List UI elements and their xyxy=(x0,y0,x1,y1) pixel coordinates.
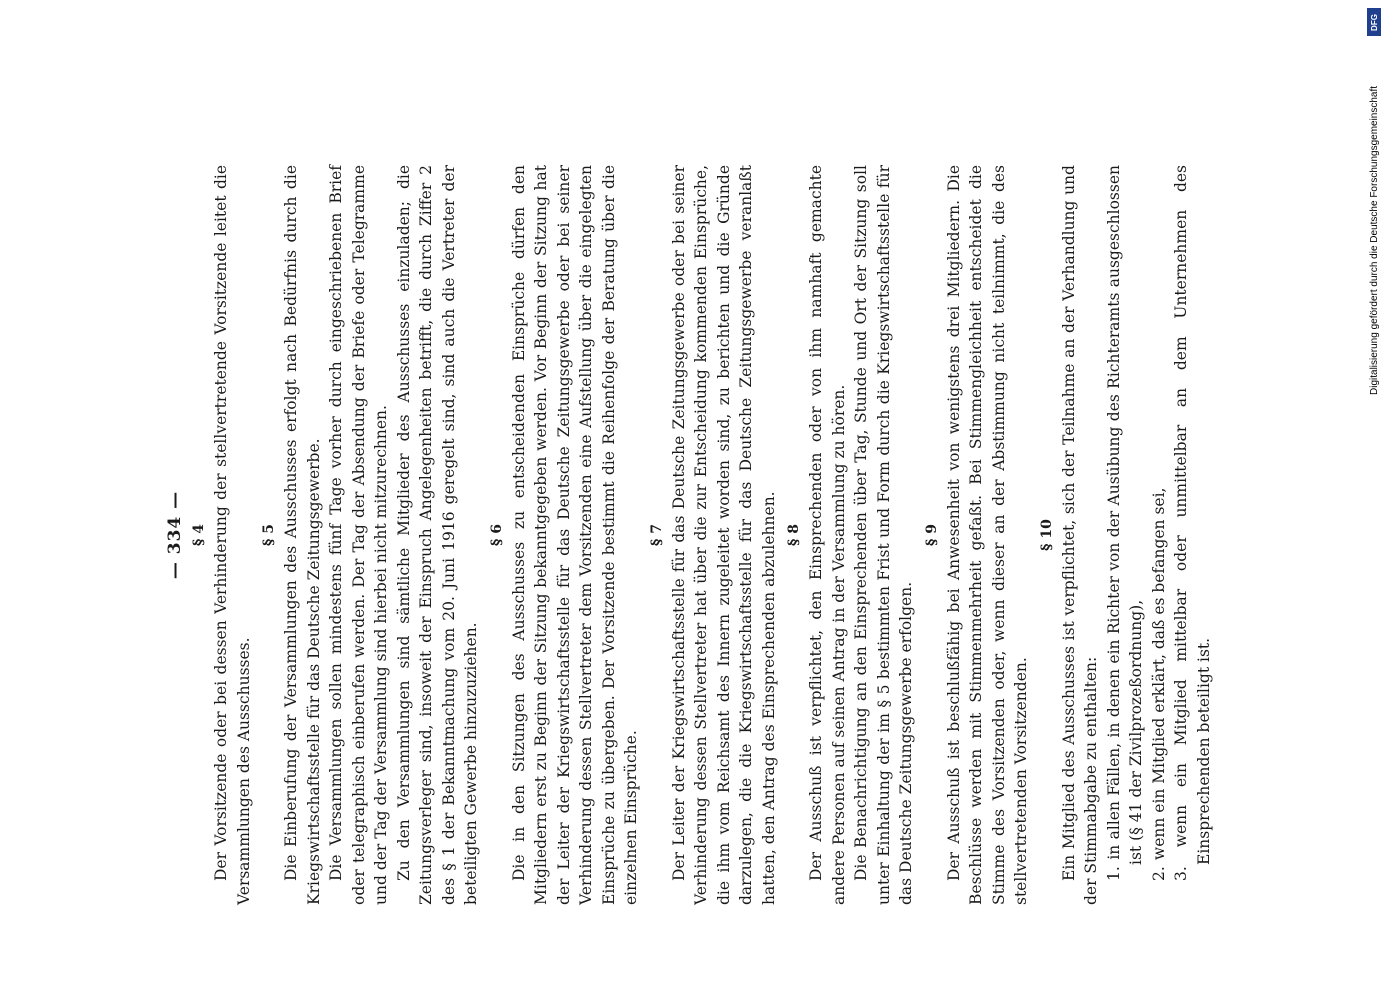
list-number: 3. xyxy=(1172,866,1190,881)
paragraph: Der Vorsitzende oder bei dessen Verhinderung der stellvertretende Vorsitzende leitet die Versammlungen des Ausschusses. xyxy=(212,165,253,905)
paragraph: Der Leiter der Kriegswirtschaftsstelle für das Deutsche Zeitungsgewerbe oder bei seiner Verhinderung dessen Stellvertreter hat über die zur Entscheidung kommenden Einsprüche, die ihm vom Reichsamt des Innern zugeleitet worden sind, zu berichten und die Gründe darzulegen, die die Kriegswirtschaftsstelle für das Deutsche Zeitungsgewerbe veranlaßt hatten, den Antrag des Einsprechenden abzulehnen. xyxy=(669,165,778,905)
section-heading: § 4 xyxy=(191,524,207,546)
paragraph: Die Versammlungen sollen mindestens fünf Tage vorher durch eingeschriebenen Brief oder telegraphisch einberufen werden. Der Tag der Absendung der Briefe oder Telegramme und der Tag der Versammlung sind hierbei nicht mitzurechnen. xyxy=(327,165,390,905)
section-heading: § 9 xyxy=(923,524,940,546)
section-10 xyxy=(1039,165,1216,905)
paragraph: Die Einberufung der Versammlungen des Ausschusses erfolgt nach Bedürfnis durch die Kriegswirtschaftsstelle für das Deutsche Zeitungsgewerbe. xyxy=(282,165,323,905)
list-text: wenn ein Mitglied erklärt, daß es befangen sei, xyxy=(1149,487,1168,861)
list-item xyxy=(1103,165,1148,905)
list-text: in allen Fällen, in denen ein Richter von der Ausübung des Richteramts ausgeschlossen ist (§ 41 der Zivilprozeßordnung), xyxy=(1104,165,1145,865)
dfg-logo-text: DFG xyxy=(1369,13,1379,31)
section-heading: § 10 xyxy=(1038,519,1055,551)
list-number: 2. xyxy=(1149,866,1168,881)
section-5 xyxy=(261,165,483,905)
section-heading: § 5 xyxy=(261,524,277,546)
list-number: 1. xyxy=(1104,866,1123,881)
digitization-credit: Digitalisierung gefördert durch die Deutsche Forschungsgemeinschaft xyxy=(1369,85,1380,395)
rotated-page xyxy=(165,165,1255,905)
paragraph: Die Benachrichtigung an den Einsprechenden über Tag, Stunde und Ort der Sitzung soll unter Einhaltung der im § 5 bestimmten Frist und Form durch die Kriegswirtschaftsstelle für das Deutsche Zeitungsgewerbe erfolgen. xyxy=(852,165,915,905)
list-text: wenn ein Mitglied mittelbar oder unmittelbar an dem Unternehmen des Einsprechenden beteiligt ist. xyxy=(1172,165,1213,865)
list-item xyxy=(1170,165,1215,905)
paragraph: Der Ausschuß ist beschlußfähig bei Anwesenheit von wenigstens drei Mitgliedern. Die Beschlüsse werden mit Stimmenmehrheit gefaßt. Bei Stimmengleichheit entscheidet die Stimme des Vorsitzenden oder, wenn dieser an der Abstimmung nicht teilnimmt, die des stellvertretenden Vorsitzenden. xyxy=(944,165,1030,905)
section-heading: § 8 xyxy=(786,524,802,546)
section-8 xyxy=(786,165,918,905)
paragraph: Die in den Sitzungen des Ausschusses zu entscheidenden Einsprüche dürfen den Mitgliedern erst zu Beginn der Sitzung bekanntgegeben werden. Vor Beginn der Sitzung hat der Leiter der Kriegswirtschaftsstelle für das Deutsche Zeitungsgewerbe oder bei seiner Verhinderung dessen Stellvertreter dem Vorsitzenden eine Aufstellung über die eingelegten Einsprüche zu übergeben. Der Vorsitzende bestimmt die Reihenfolge der Beratung über die einzelnen Einsprüche. xyxy=(509,165,640,905)
section-9 xyxy=(924,165,1033,905)
paragraph: Ein Mitglied des Ausschusses ist verpflichtet, sich der Teilnahme an der Verhandlung und der Stimmabgabe zu enthalten: xyxy=(1059,165,1100,905)
section-7 xyxy=(649,165,781,905)
exclusion-list xyxy=(1103,165,1216,905)
section-6 xyxy=(489,165,643,905)
list-item xyxy=(1148,165,1171,905)
section-heading: § 7 xyxy=(648,524,665,546)
page-number: — 334 — xyxy=(165,490,185,580)
paragraph: Zu den Versammlungen sind sämtliche Mitglieder des Ausschusses einzuladen; die Zeitungsverleger sind, insoweit der Einspruch Angelegenheiten betrifft, die durch Ziffer 2 des § 1 der Bekanntmachung vom 20. Juni 1916 geregelt sind, sind auch die Vertreter der beteiligten Gewerbe hinzuzuziehen. xyxy=(394,165,480,905)
section-heading: § 6 xyxy=(488,524,505,546)
section-4 xyxy=(191,165,255,905)
paragraph: Der Ausschuß ist verpflichtet, den Einsprechenden oder von ihm namhaft gemachte andere Personen auf seinen Antrag in der Versammlung zu hören. xyxy=(807,165,848,905)
